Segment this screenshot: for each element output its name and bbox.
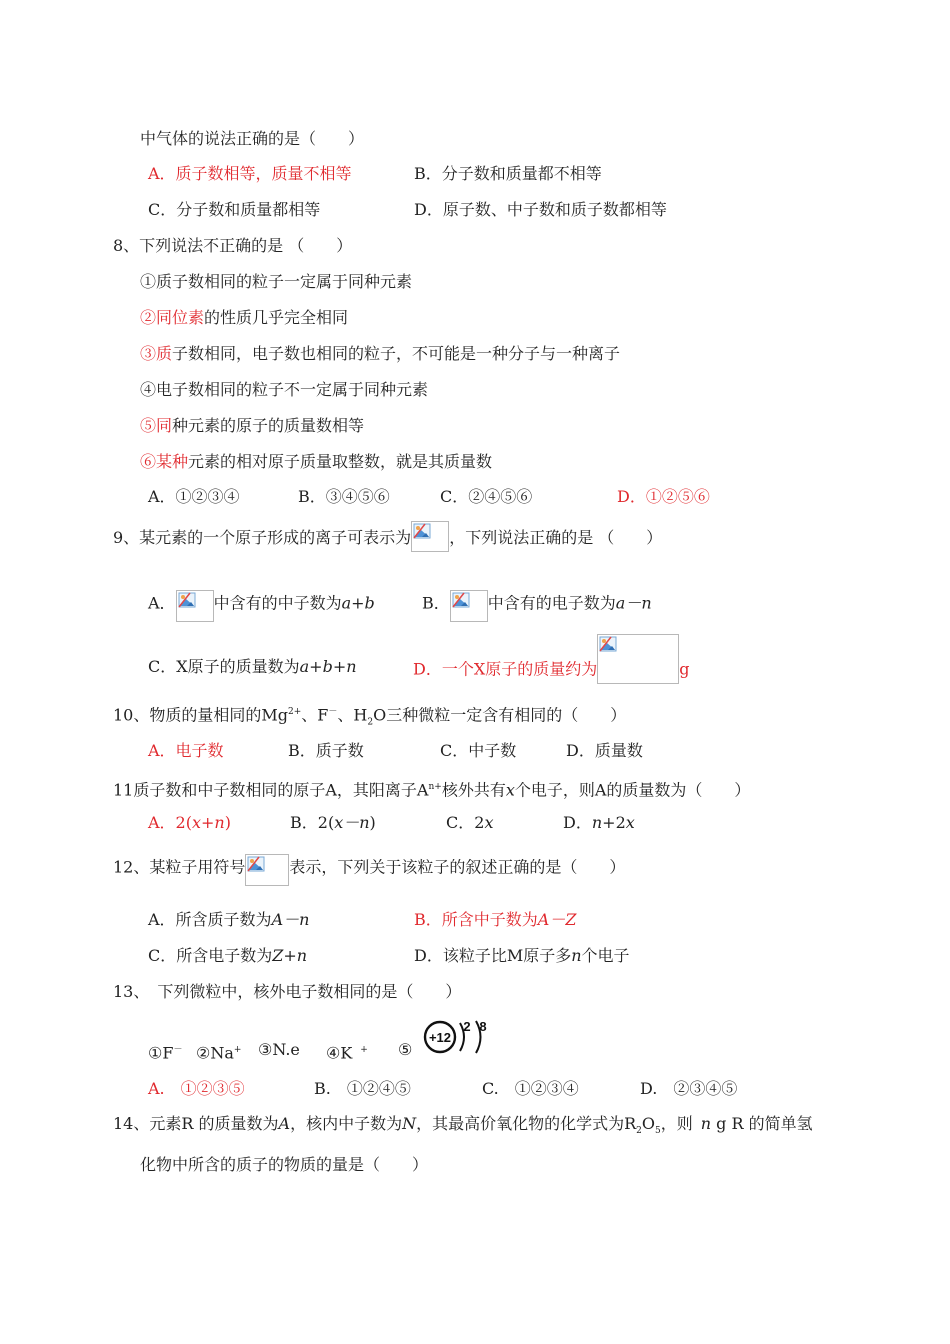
q9-option-c-expr: a+b+n — [299, 657, 357, 676]
q13-item-5: ⑤ — [398, 1040, 413, 1059]
q12-option-c-expr: Z+n — [272, 946, 308, 965]
q11-option-d-expr: x — [625, 813, 635, 832]
q9-stem-start: 9、某元素的一个原子形成的离子可表示为 — [113, 528, 412, 547]
q9-option-d-unit: g — [679, 659, 690, 679]
q14-subscript: 5 — [655, 1126, 661, 1137]
q13-option-a: A. ①②③⑤ — [148, 1079, 245, 1098]
q11-option-a — [148, 812, 231, 834]
atom-shell-2-count: 8 — [479, 1019, 487, 1034]
q11-option-c-expr: x — [484, 813, 494, 832]
q9-option-b-letter: B． — [422, 593, 450, 613]
q10-stem-part: 10、物质的量相同的Mg — [113, 705, 288, 725]
q11-stem-part: 核外共有 — [441, 780, 506, 800]
q12-option-a-text: A．所含质子数为 — [148, 910, 272, 929]
q9-option-d-text: D．一个X原子的质量约为 — [413, 659, 598, 679]
q14-stem-line-2: 化物中所含的质子的物质的量是（ ） — [140, 1155, 429, 1174]
q8-statement-2 — [140, 307, 348, 329]
q7-option-d: D．原子数、中子数和质子数都相等 — [414, 200, 667, 219]
q12-option-d-text: D．该粒子比M原子多 — [414, 946, 572, 965]
q11-option-a-part: A．2( — [148, 813, 192, 832]
q8-statement-2-marked: ②同位素 — [140, 308, 205, 327]
q14-subscript: 2 — [636, 1126, 642, 1137]
q12-option-a-expr: A－n — [271, 910, 310, 929]
q14-var-n: n — [700, 1114, 712, 1133]
q12-option-d — [414, 945, 630, 967]
q13-option-b: B. ①②④⑤ — [314, 1079, 411, 1098]
broken-image-icon — [245, 854, 289, 886]
q13-item-3: ③N.e — [258, 1040, 300, 1059]
q8-statement-5-rest: 种元素的原子的质量数相等 — [172, 416, 365, 435]
q8-option-b: B．③④⑤⑥ — [298, 487, 390, 506]
q8-option-d: D．①②⑤⑥ — [617, 487, 710, 506]
q9-option-b-text: 中含有的电子数为 — [487, 593, 616, 613]
q8-statement-4: ④电子数相同的粒子不一定属于同种元素 — [140, 380, 429, 399]
q13-stem: 13、 下列微粒中，核外电子数相同的是（ ） — [113, 982, 462, 1001]
q14-text: g R 的简单氢 — [711, 1114, 813, 1133]
q8-statement-1: ①质子数相同的粒子一定属于同种元素 — [140, 272, 413, 291]
q10-stem-part: 、F — [301, 705, 329, 725]
q10-option-d: D．质量数 — [566, 741, 643, 760]
q8-statement-6-rest: 元素的相对原子质量取整数，就是其质量数 — [188, 452, 493, 471]
q9-option-c — [148, 656, 357, 678]
q12-option-d-var: n — [571, 946, 582, 965]
q13-item-2 — [196, 1039, 241, 1064]
atom-shell-1-count: 2 — [463, 1019, 471, 1034]
q8-statement-5 — [140, 415, 364, 437]
q13-item-4-charge: + — [360, 1045, 368, 1055]
q11-option-d-part: +2 — [602, 813, 626, 832]
atom-structure-diagram — [420, 1015, 492, 1059]
q12-option-d-text: 个电子 — [581, 946, 630, 965]
q8-statement-6-marked: ⑥某种 — [140, 452, 189, 471]
q7-option-c: C．分子数和质量都相等 — [148, 200, 321, 219]
q8-statement-5-marked: ⑤同 — [140, 416, 173, 435]
q13-option-d: D. ②③④⑤ — [640, 1079, 738, 1098]
broken-image-icon — [176, 590, 214, 622]
q11-variable-x: x — [505, 780, 515, 800]
q12-stem-end: 表示，下列关于该粒子的叙述正确的是（ ） — [289, 857, 626, 877]
q8-stem: 8、下列说法不正确的是 （ ） — [113, 236, 353, 255]
q12-option-c-text: C．所含电子数为 — [148, 946, 273, 965]
q10-option-b: B．质子数 — [288, 741, 364, 760]
q12-option-c — [148, 945, 307, 967]
q11-option-d-part: D． — [563, 813, 592, 832]
q11-option-c-part: C．2 — [446, 813, 485, 832]
q10-option-a: A．电子数 — [148, 741, 224, 760]
q14-text: ，其最高价氧化物的化学式为R — [416, 1114, 637, 1133]
q10-option-c: C．中子数 — [440, 741, 517, 760]
q8-statement-6 — [140, 451, 492, 473]
q11-option-b-part: ) — [369, 813, 376, 832]
q8-option-c: C．②④⑤⑥ — [440, 487, 533, 506]
q8-statement-3 — [140, 343, 620, 365]
q9-option-a-text: 中含有的中子数为 — [213, 593, 342, 613]
q11-option-b-expr: x－n — [334, 813, 370, 832]
q11-option-d — [563, 812, 635, 834]
q11-option-a-expr: x+n — [191, 813, 225, 832]
q14-text: 14、元素R 的质量数为 — [113, 1114, 279, 1133]
q13-item-1-charge: － — [173, 1045, 183, 1055]
q7-stem-continuation: 中气体的说法正确的是（ ） — [140, 129, 365, 148]
q14-var-a: A — [278, 1114, 291, 1133]
q12-option-b-text: B．所含中子数为 — [414, 910, 538, 929]
q9-option-b-expr: a－n — [615, 593, 652, 613]
q13-item-1-label: ①F — [148, 1043, 174, 1063]
q9-stem-end: ，下列说法正确的是 （ ） — [449, 528, 663, 547]
q11-stem-part: 个电子，则A的质量数为（ ） — [514, 780, 751, 800]
q14-text: ，核内中子数为 — [290, 1114, 403, 1133]
q13-item-2-label: ②Na — [196, 1043, 234, 1063]
q14-var-n-capital: N — [402, 1114, 417, 1133]
q13-item-4-label: ④K — [326, 1043, 353, 1063]
q10-f-charge: － — [328, 707, 338, 717]
q12-stem-start: 12、某粒子用符号 — [113, 857, 246, 877]
q11-option-b-part: B．2( — [290, 813, 335, 832]
q10-stem — [113, 701, 626, 734]
q10-mg-charge: 2+ — [288, 707, 302, 717]
q8-statement-2-rest: 的性质几乎完全相同 — [204, 308, 349, 327]
q9-option-a-letter: A． — [148, 593, 176, 613]
q13-item-4 — [326, 1039, 368, 1064]
q10-stem-part: 、H — [337, 705, 368, 725]
q14-text: ，则 — [660, 1114, 693, 1133]
q11-charge: n+ — [428, 782, 442, 792]
q13-item-1 — [148, 1039, 182, 1064]
q9-option-d — [413, 656, 689, 684]
broken-image-icon — [450, 590, 488, 622]
q11-stem — [113, 776, 750, 801]
q12-option-b — [414, 909, 576, 931]
q9-option-b — [422, 586, 652, 622]
q13-option-c: C. ①②③④ — [482, 1079, 579, 1098]
q9-option-a — [148, 586, 375, 622]
q12-option-a — [148, 909, 309, 931]
q11-option-b — [290, 812, 376, 834]
q9-option-a-expr: a+b — [341, 593, 375, 613]
q11-option-c — [446, 812, 493, 834]
q11-stem-part: 11质子数和中子数相同的原子A，其阳离子A — [113, 780, 429, 800]
q13-item-2-charge: + — [233, 1045, 242, 1055]
q9-option-c-text: C．X原子的质量数为 — [148, 657, 300, 676]
broken-image-icon — [411, 521, 449, 552]
q12-stem — [113, 850, 625, 886]
q8-option-a: A．①②③④ — [148, 487, 240, 506]
q10-h-subscript: 2 — [367, 717, 374, 728]
q8-statement-3-rest: 子数相同，电子数也相同的粒子，不可能是一种分子与一种离子 — [172, 344, 621, 363]
q9-stem — [113, 525, 662, 552]
q10-stem-part: O三种微粒一定含有相同的（ ） — [373, 705, 627, 725]
atom-nucleus-charge: +12 — [428, 1030, 452, 1045]
broken-image-icon — [597, 634, 679, 684]
q7-option-a: A．质子数相等，质量不相等 — [148, 164, 352, 183]
q14-text: O — [641, 1114, 655, 1133]
q11-option-d-expr: n — [591, 813, 603, 832]
q12-option-b-expr: A－Z — [537, 910, 577, 929]
q14-stem-line-1 — [113, 1113, 813, 1142]
q11-option-a-part: ) — [224, 813, 231, 832]
q8-statement-3-marked: ③质 — [140, 344, 173, 363]
q7-option-b: B．分子数和质量都不相等 — [414, 164, 602, 183]
